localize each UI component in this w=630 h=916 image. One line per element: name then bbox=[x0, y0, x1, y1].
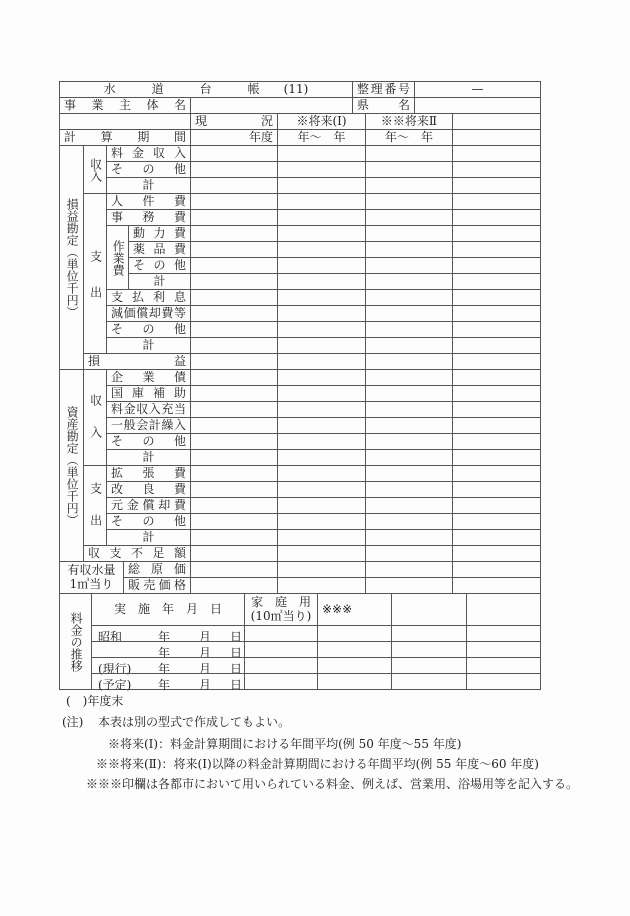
ken-label-label: 県 名 bbox=[357, 97, 410, 112]
pl-operation-item-label: 計 bbox=[153, 273, 166, 288]
rate-value-cell[interactable] bbox=[244, 657, 318, 674]
data-cell[interactable] bbox=[277, 241, 366, 258]
asset-expense-item bbox=[106, 513, 191, 530]
data-cell[interactable] bbox=[452, 433, 541, 450]
pl-other-item-label: 減価償却費等 bbox=[111, 305, 186, 320]
asset-income-item bbox=[106, 449, 191, 466]
sales-price-label: 販売価格 bbox=[128, 577, 186, 592]
asset-income-item-label: 国庫補助 bbox=[111, 385, 186, 400]
data-cell[interactable] bbox=[452, 529, 541, 546]
seiri-label-label: 整理番号 bbox=[357, 81, 410, 96]
rate-value-cell[interactable] bbox=[466, 641, 541, 658]
period-genkyo[interactable] bbox=[190, 129, 278, 146]
data-cell[interactable] bbox=[365, 561, 453, 578]
data-cell[interactable] bbox=[452, 209, 541, 226]
data-cell[interactable] bbox=[365, 433, 453, 450]
data-cell[interactable] bbox=[365, 321, 453, 338]
rates-other-header bbox=[317, 593, 392, 626]
rate-prefix: (予定) bbox=[98, 678, 132, 692]
data-cell[interactable] bbox=[365, 161, 453, 178]
data-cell[interactable] bbox=[365, 273, 453, 290]
form-title bbox=[59, 81, 353, 98]
data-cell[interactable] bbox=[190, 305, 278, 322]
data-cell[interactable] bbox=[452, 353, 541, 370]
data-cell[interactable] bbox=[452, 257, 541, 274]
data-cell[interactable] bbox=[277, 529, 366, 546]
data-cell[interactable] bbox=[277, 513, 366, 530]
data-cell[interactable] bbox=[452, 401, 541, 418]
data-cell[interactable] bbox=[452, 545, 541, 562]
period-label-label: 計算期間 bbox=[64, 129, 186, 144]
data-cell[interactable] bbox=[365, 257, 453, 274]
pl-income-item-label: その他 bbox=[111, 161, 186, 176]
asset-deficit-label: 収支不足額 bbox=[88, 545, 186, 560]
pl-income-item bbox=[106, 161, 191, 178]
data-cell[interactable] bbox=[190, 257, 278, 274]
pl-income-item bbox=[106, 177, 191, 194]
rate-value-cell[interactable] bbox=[466, 625, 541, 642]
jigyo-label bbox=[59, 97, 191, 114]
data-cell[interactable] bbox=[365, 449, 453, 466]
rate-value-cell[interactable] bbox=[391, 641, 467, 658]
data-cell[interactable] bbox=[365, 385, 453, 402]
col-extra bbox=[452, 113, 541, 130]
data-cell[interactable] bbox=[277, 305, 366, 322]
data-cell[interactable] bbox=[277, 545, 366, 562]
data-cell[interactable] bbox=[365, 337, 453, 354]
data-cell[interactable] bbox=[190, 433, 278, 450]
data-cell[interactable] bbox=[190, 369, 278, 386]
rate-value-cell[interactable] bbox=[244, 625, 318, 642]
data-cell[interactable] bbox=[452, 225, 541, 242]
asset-expense-item-label: その他 bbox=[111, 513, 186, 528]
pl-office bbox=[106, 209, 191, 226]
pl-operation-item bbox=[128, 241, 191, 258]
data-cell[interactable] bbox=[277, 321, 366, 338]
data-cell[interactable] bbox=[277, 257, 366, 274]
data-cell[interactable] bbox=[452, 385, 541, 402]
rate-value-cell[interactable] bbox=[391, 625, 467, 642]
rate-month: 月 bbox=[199, 630, 212, 644]
asset-income bbox=[83, 369, 107, 466]
unit-cost-label-label: 有収水量 1㎥当り bbox=[67, 563, 116, 591]
data-cell[interactable] bbox=[190, 337, 278, 354]
asset-expense-item-label: 拡張費 bbox=[111, 465, 186, 480]
pl-section-label: 損益勘定（単位千円） bbox=[65, 197, 80, 318]
pl-operation-item-label: その他 bbox=[133, 257, 186, 272]
data-cell[interactable] bbox=[452, 417, 541, 434]
data-cell[interactable] bbox=[365, 465, 453, 482]
asset-income-item bbox=[106, 369, 191, 386]
data-cell[interactable] bbox=[277, 177, 366, 194]
jigyo-value[interactable] bbox=[190, 97, 353, 114]
data-cell[interactable] bbox=[365, 225, 453, 242]
data-cell[interactable] bbox=[452, 465, 541, 482]
col-future1-label: ※将来(Ⅰ) bbox=[296, 113, 347, 128]
col-genkyo-label: 現況 bbox=[195, 113, 273, 128]
note-4: ※※※印欄は各都市において用いられている料金、例えば、営業用、浴場用等を記入する。 bbox=[86, 777, 579, 791]
data-cell[interactable] bbox=[277, 353, 366, 370]
pl-office-label: 事務費 bbox=[111, 209, 186, 224]
asset-income-item bbox=[106, 433, 191, 450]
col-future2-label: ※※将来Ⅱ bbox=[380, 113, 438, 128]
rate-value-cell[interactable] bbox=[391, 673, 467, 690]
pl-income-label: 収入 bbox=[88, 157, 103, 182]
asset-section-label: 資産勘定（単位千円） bbox=[65, 405, 80, 526]
data-cell[interactable] bbox=[277, 369, 366, 386]
data-cell[interactable] bbox=[190, 353, 278, 370]
asset-expense bbox=[83, 465, 107, 546]
data-cell[interactable] bbox=[365, 369, 453, 386]
data-cell[interactable] bbox=[277, 481, 366, 498]
note-1: 本表は別の型式で作成してもよい。 bbox=[98, 715, 291, 729]
pl-expense bbox=[83, 193, 107, 354]
asset-expense-item-label: 元金償却費 bbox=[111, 497, 186, 512]
asset-expense-item bbox=[106, 529, 191, 546]
data-cell[interactable] bbox=[190, 513, 278, 530]
asset-income-item bbox=[106, 417, 191, 434]
blank-header bbox=[59, 113, 191, 130]
data-cell[interactable] bbox=[365, 177, 453, 194]
period-future2[interactable] bbox=[365, 129, 453, 146]
data-cell[interactable] bbox=[190, 497, 278, 514]
data-cell[interactable] bbox=[452, 241, 541, 258]
data-cell[interactable] bbox=[277, 433, 366, 450]
period-genkyo-label: 年度 bbox=[248, 129, 273, 144]
data-cell[interactable] bbox=[365, 353, 453, 370]
pl-operation-item-label: 薬品費 bbox=[133, 241, 186, 256]
asset-section bbox=[59, 369, 84, 562]
data-cell[interactable] bbox=[190, 401, 278, 418]
data-cell[interactable] bbox=[190, 529, 278, 546]
rates-household-header bbox=[244, 593, 318, 626]
rates-section-label: 料金の推移 bbox=[69, 611, 84, 672]
data-cell[interactable] bbox=[190, 545, 278, 562]
rate-year: 年 bbox=[158, 630, 171, 644]
data-cell[interactable] bbox=[277, 497, 366, 514]
asset-income-item-label: 企業債 bbox=[111, 369, 186, 384]
rate-value-cell[interactable] bbox=[244, 641, 318, 658]
period-future1-label: 年～ 年 bbox=[297, 129, 346, 144]
jigyo-label-label: 事業主体名 bbox=[64, 97, 186, 112]
period-label bbox=[59, 129, 191, 146]
data-cell[interactable] bbox=[452, 497, 541, 514]
rate-day: 日 bbox=[230, 646, 243, 660]
data-cell[interactable] bbox=[365, 417, 453, 434]
rates-section bbox=[59, 593, 92, 690]
pl-personnel bbox=[106, 193, 191, 210]
data-cell[interactable] bbox=[190, 481, 278, 498]
data-cell[interactable] bbox=[452, 161, 541, 178]
total-cost-label: 総原価 bbox=[128, 561, 186, 576]
data-cell[interactable] bbox=[190, 241, 278, 258]
rate-month: 月 bbox=[199, 678, 212, 692]
data-cell[interactable] bbox=[365, 305, 453, 322]
rate-prefix: (現行) bbox=[98, 662, 132, 676]
data-cell[interactable] bbox=[365, 145, 453, 162]
form-title-label: 水 道 台 帳 (11) bbox=[103, 81, 309, 96]
data-cell[interactable] bbox=[277, 577, 366, 594]
asset-expense-item-label: 改良費 bbox=[111, 481, 186, 496]
rates-col bbox=[391, 593, 467, 626]
rates-date-header-label: 実 施 年 月 日 bbox=[113, 601, 222, 616]
col-future2 bbox=[365, 113, 453, 130]
col-genkyo bbox=[190, 113, 278, 130]
data-cell[interactable] bbox=[452, 577, 541, 594]
pl-balance bbox=[83, 353, 191, 370]
pl-other-item bbox=[106, 321, 191, 338]
pl-operation-item bbox=[128, 257, 191, 274]
pl-other-item bbox=[106, 337, 191, 354]
data-cell[interactable] bbox=[277, 225, 366, 242]
asset-expense-item bbox=[106, 465, 191, 482]
pl-income bbox=[83, 145, 107, 194]
data-cell[interactable] bbox=[277, 385, 366, 402]
asset-expense-item bbox=[106, 481, 191, 498]
data-cell[interactable] bbox=[365, 529, 453, 546]
data-cell[interactable] bbox=[452, 193, 541, 210]
rate-value-cell[interactable] bbox=[466, 673, 541, 690]
period-future2-label: 年～ 年 bbox=[384, 129, 433, 144]
rates-date-header bbox=[91, 593, 245, 626]
pl-other-item-label: 計 bbox=[142, 337, 155, 352]
data-cell[interactable] bbox=[190, 561, 278, 578]
rates-col bbox=[466, 593, 541, 626]
pl-other-item bbox=[106, 289, 191, 306]
note-label: (注) bbox=[62, 715, 84, 729]
rate-year: 年 bbox=[158, 662, 171, 676]
pl-section bbox=[59, 145, 84, 370]
data-cell[interactable] bbox=[452, 305, 541, 322]
fiscal-end-note: ( )年度末 bbox=[66, 694, 124, 708]
pl-operation-label: 作業費 bbox=[111, 239, 126, 276]
data-cell[interactable] bbox=[365, 577, 453, 594]
rate-year: 年 bbox=[158, 646, 171, 660]
data-cell[interactable] bbox=[365, 481, 453, 498]
data-cell[interactable] bbox=[277, 161, 366, 178]
asset-income-item-label: その他 bbox=[111, 433, 186, 448]
pl-income-item-label: 料金収入 bbox=[111, 145, 186, 160]
rate-year: 年 bbox=[158, 678, 171, 692]
pl-other-item-label: 支払利息 bbox=[111, 289, 186, 304]
data-cell[interactable] bbox=[365, 241, 453, 258]
pl-income-item-label: 計 bbox=[142, 177, 155, 192]
data-cell[interactable] bbox=[190, 273, 278, 290]
rate-value-cell[interactable] bbox=[391, 657, 467, 674]
data-cell[interactable] bbox=[452, 321, 541, 338]
data-cell[interactable] bbox=[277, 289, 366, 306]
col-future1 bbox=[277, 113, 366, 130]
data-cell[interactable] bbox=[452, 449, 541, 466]
pl-personnel-label: 人件費 bbox=[111, 193, 186, 208]
data-cell[interactable] bbox=[277, 273, 366, 290]
data-cell[interactable] bbox=[365, 209, 453, 226]
data-cell[interactable] bbox=[277, 401, 366, 418]
rate-day: 日 bbox=[230, 662, 243, 676]
data-cell[interactable] bbox=[277, 465, 366, 482]
data-cell[interactable] bbox=[277, 449, 366, 466]
data-cell[interactable] bbox=[452, 273, 541, 290]
asset-deficit bbox=[83, 545, 191, 562]
data-cell[interactable] bbox=[190, 177, 278, 194]
data-cell[interactable] bbox=[190, 209, 278, 226]
data-cell[interactable] bbox=[452, 369, 541, 386]
ken-value[interactable] bbox=[414, 97, 541, 114]
pl-operation-item-label: 動力費 bbox=[133, 225, 186, 240]
rate-month: 月 bbox=[199, 662, 212, 676]
data-cell[interactable] bbox=[190, 193, 278, 210]
data-cell[interactable] bbox=[452, 481, 541, 498]
pl-income-item bbox=[106, 145, 191, 162]
data-cell[interactable] bbox=[452, 337, 541, 354]
asset-expense-item-label: 計 bbox=[142, 529, 155, 544]
rate-value-cell[interactable] bbox=[317, 625, 392, 642]
data-cell[interactable] bbox=[452, 513, 541, 530]
data-cell[interactable] bbox=[452, 561, 541, 578]
rate-day: 日 bbox=[230, 678, 243, 692]
data-cell[interactable] bbox=[190, 225, 278, 242]
data-cell[interactable] bbox=[277, 337, 366, 354]
total-cost bbox=[123, 561, 191, 578]
rate-day: 日 bbox=[230, 630, 243, 644]
rate-value-cell[interactable] bbox=[317, 657, 392, 674]
data-cell[interactable] bbox=[190, 417, 278, 434]
asset-expense-label: 支 出 bbox=[88, 481, 103, 530]
data-cell[interactable] bbox=[365, 193, 453, 210]
asset-expense-item bbox=[106, 497, 191, 514]
asset-income-item-label: 料金収入充当 bbox=[111, 401, 186, 416]
seiri-value[interactable] bbox=[414, 81, 541, 98]
data-cell[interactable] bbox=[365, 401, 453, 418]
rate-prefix: 昭和 bbox=[98, 630, 123, 644]
note-2: ※将来(Ⅰ)：料金計算期間における年間平均(例 50 年度～55 年度) bbox=[108, 737, 462, 751]
note-3: ※※将来(Ⅱ)：将来(Ⅰ)以降の料金計算期間における年間平均(例 55 年度～60 年度) bbox=[96, 757, 539, 771]
pl-other-item bbox=[106, 305, 191, 322]
sales-price bbox=[123, 577, 191, 594]
asset-income-item-label: 一般会計繰入 bbox=[111, 417, 186, 432]
data-cell[interactable] bbox=[277, 417, 366, 434]
asset-income-item bbox=[106, 385, 191, 402]
period-future1[interactable] bbox=[277, 129, 366, 146]
data-cell[interactable] bbox=[277, 209, 366, 226]
data-cell[interactable] bbox=[365, 513, 453, 530]
pl-balance-label: 損益 bbox=[88, 353, 186, 368]
data-cell[interactable] bbox=[190, 289, 278, 306]
data-cell[interactable] bbox=[277, 193, 366, 210]
data-cell[interactable] bbox=[277, 145, 366, 162]
pl-other-item-label: その他 bbox=[111, 321, 186, 336]
rate-value-cell[interactable] bbox=[244, 673, 318, 690]
rate-value-cell[interactable] bbox=[466, 657, 541, 674]
data-cell[interactable] bbox=[365, 545, 453, 562]
rates-other-header-label: ※※※ bbox=[322, 601, 353, 616]
seiri-label bbox=[352, 81, 415, 98]
data-cell[interactable] bbox=[190, 465, 278, 482]
asset-income-item bbox=[106, 401, 191, 418]
data-cell[interactable] bbox=[190, 321, 278, 338]
ken-label bbox=[352, 97, 415, 114]
rates-household-header-label: 家 庭 用 (10㎥当り) bbox=[250, 595, 312, 623]
data-cell[interactable] bbox=[190, 161, 278, 178]
data-cell[interactable] bbox=[190, 145, 278, 162]
data-cell[interactable] bbox=[452, 145, 541, 162]
data-cell[interactable] bbox=[277, 561, 366, 578]
data-cell[interactable] bbox=[190, 385, 278, 402]
period-extra[interactable] bbox=[452, 129, 541, 146]
rate-value-cell[interactable] bbox=[317, 673, 392, 690]
asset-income-label: 収 入 bbox=[88, 393, 103, 442]
data-cell[interactable] bbox=[452, 177, 541, 194]
data-cell[interactable] bbox=[452, 289, 541, 306]
data-cell[interactable] bbox=[190, 449, 278, 466]
asset-income-item-label: 計 bbox=[142, 449, 155, 464]
seiri-value-label: — bbox=[471, 81, 484, 96]
data-cell[interactable] bbox=[365, 289, 453, 306]
unit-cost-label bbox=[59, 561, 124, 594]
pl-operation-item bbox=[128, 225, 191, 242]
data-cell[interactable] bbox=[190, 577, 278, 594]
data-cell[interactable] bbox=[365, 497, 453, 514]
rate-value-cell[interactable] bbox=[317, 641, 392, 658]
rate-month: 月 bbox=[199, 646, 212, 660]
pl-operation-item bbox=[128, 273, 191, 290]
pl-expense-label: 支 出 bbox=[88, 249, 103, 298]
pl-operation bbox=[106, 225, 129, 290]
